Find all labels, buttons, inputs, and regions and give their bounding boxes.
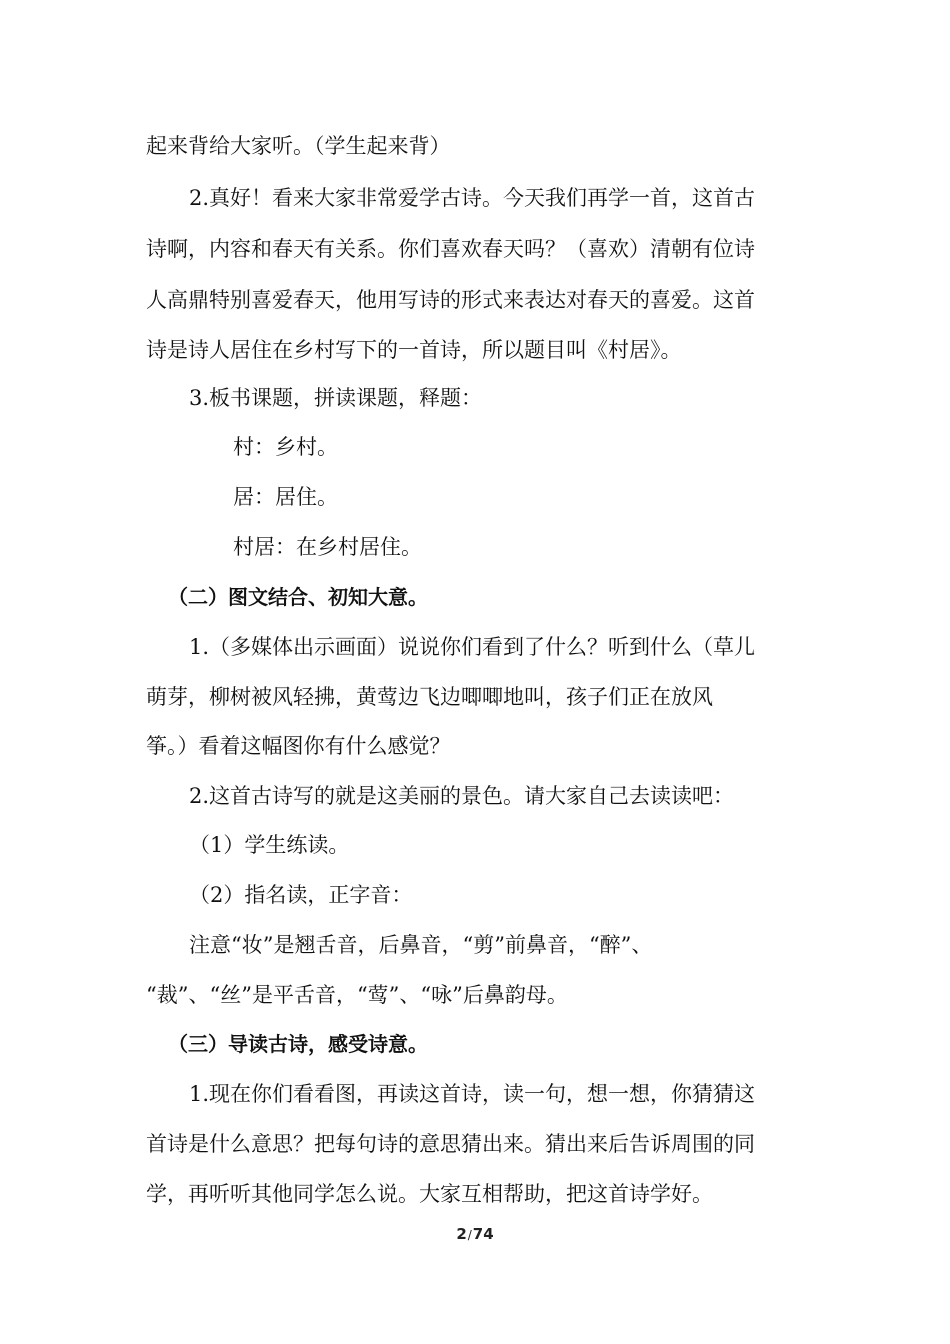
text-line: 2.这首古诗写的就是这美丽的景色。请大家自己去读读吧： (189, 784, 735, 808)
text-line: 注意“妆”是翘舌音，后鼻音，“剪”前鼻音，“醉”、 (189, 933, 653, 957)
text-line: （2）指名读，正字音： (189, 883, 413, 907)
text-line: 诗是诗人居住在乡村写下的一首诗，所以题目叫《村居》。 (146, 338, 682, 362)
text-line: 人高鼎特别喜爱春天，他用写诗的形式来表达对春天的喜爱。这首 (146, 288, 755, 312)
text-line: “裁”、“丝”是平舌音，“莺”、“咏”后鼻韵母。 (146, 983, 568, 1007)
text-line: 筝。）看着这幅图你有什么感觉？ (146, 734, 451, 758)
text-line: 首诗是什么意思？把每句诗的意思猜出来。猜出来后告诉周围的同 (146, 1132, 755, 1156)
text-line: 3.板书课题，拼读课题，释题： (189, 386, 483, 410)
section-heading: （二）图文结合、初知大意。 (168, 585, 428, 609)
text-line: 诗啊，内容和春天有关系。你们喜欢春天吗？（喜欢）清朝有位诗 (146, 237, 755, 261)
text-line: 萌芽，柳树被风轻拂，黄莺边飞边唧唧地叫，孩子们正在放风 (146, 685, 713, 709)
text-line: （1）学生练读。 (189, 833, 350, 857)
text-line: 村：乡村。 (233, 435, 338, 459)
section-heading: （三）导读古诗，感受诗意。 (168, 1032, 428, 1056)
text-line: 村居：在乡村居住。 (233, 535, 422, 559)
text-line: 1.现在你们看看图，再读这首诗，读一句，想一想，你猜猜这 (189, 1082, 756, 1106)
text-line: 起来背给大家听。（学生起来背） (146, 134, 451, 158)
text-line: 2.真好！看来大家非常爱学古诗。今天我们再学一首，这首古 (189, 186, 756, 210)
total-pages: 74 (472, 1225, 494, 1243)
text-line: 居：居住。 (233, 485, 338, 509)
page-separator: / (467, 1228, 472, 1242)
current-page-number: 2 (456, 1225, 467, 1243)
text-line: 1.（多媒体出示画面）说说你们看到了什么？听到什么（草儿 (189, 635, 756, 659)
page-number (0, 1224, 950, 1245)
text-line: 学，再听听其他同学怎么说。大家互相帮助，把这首诗学好。 (146, 1182, 713, 1206)
